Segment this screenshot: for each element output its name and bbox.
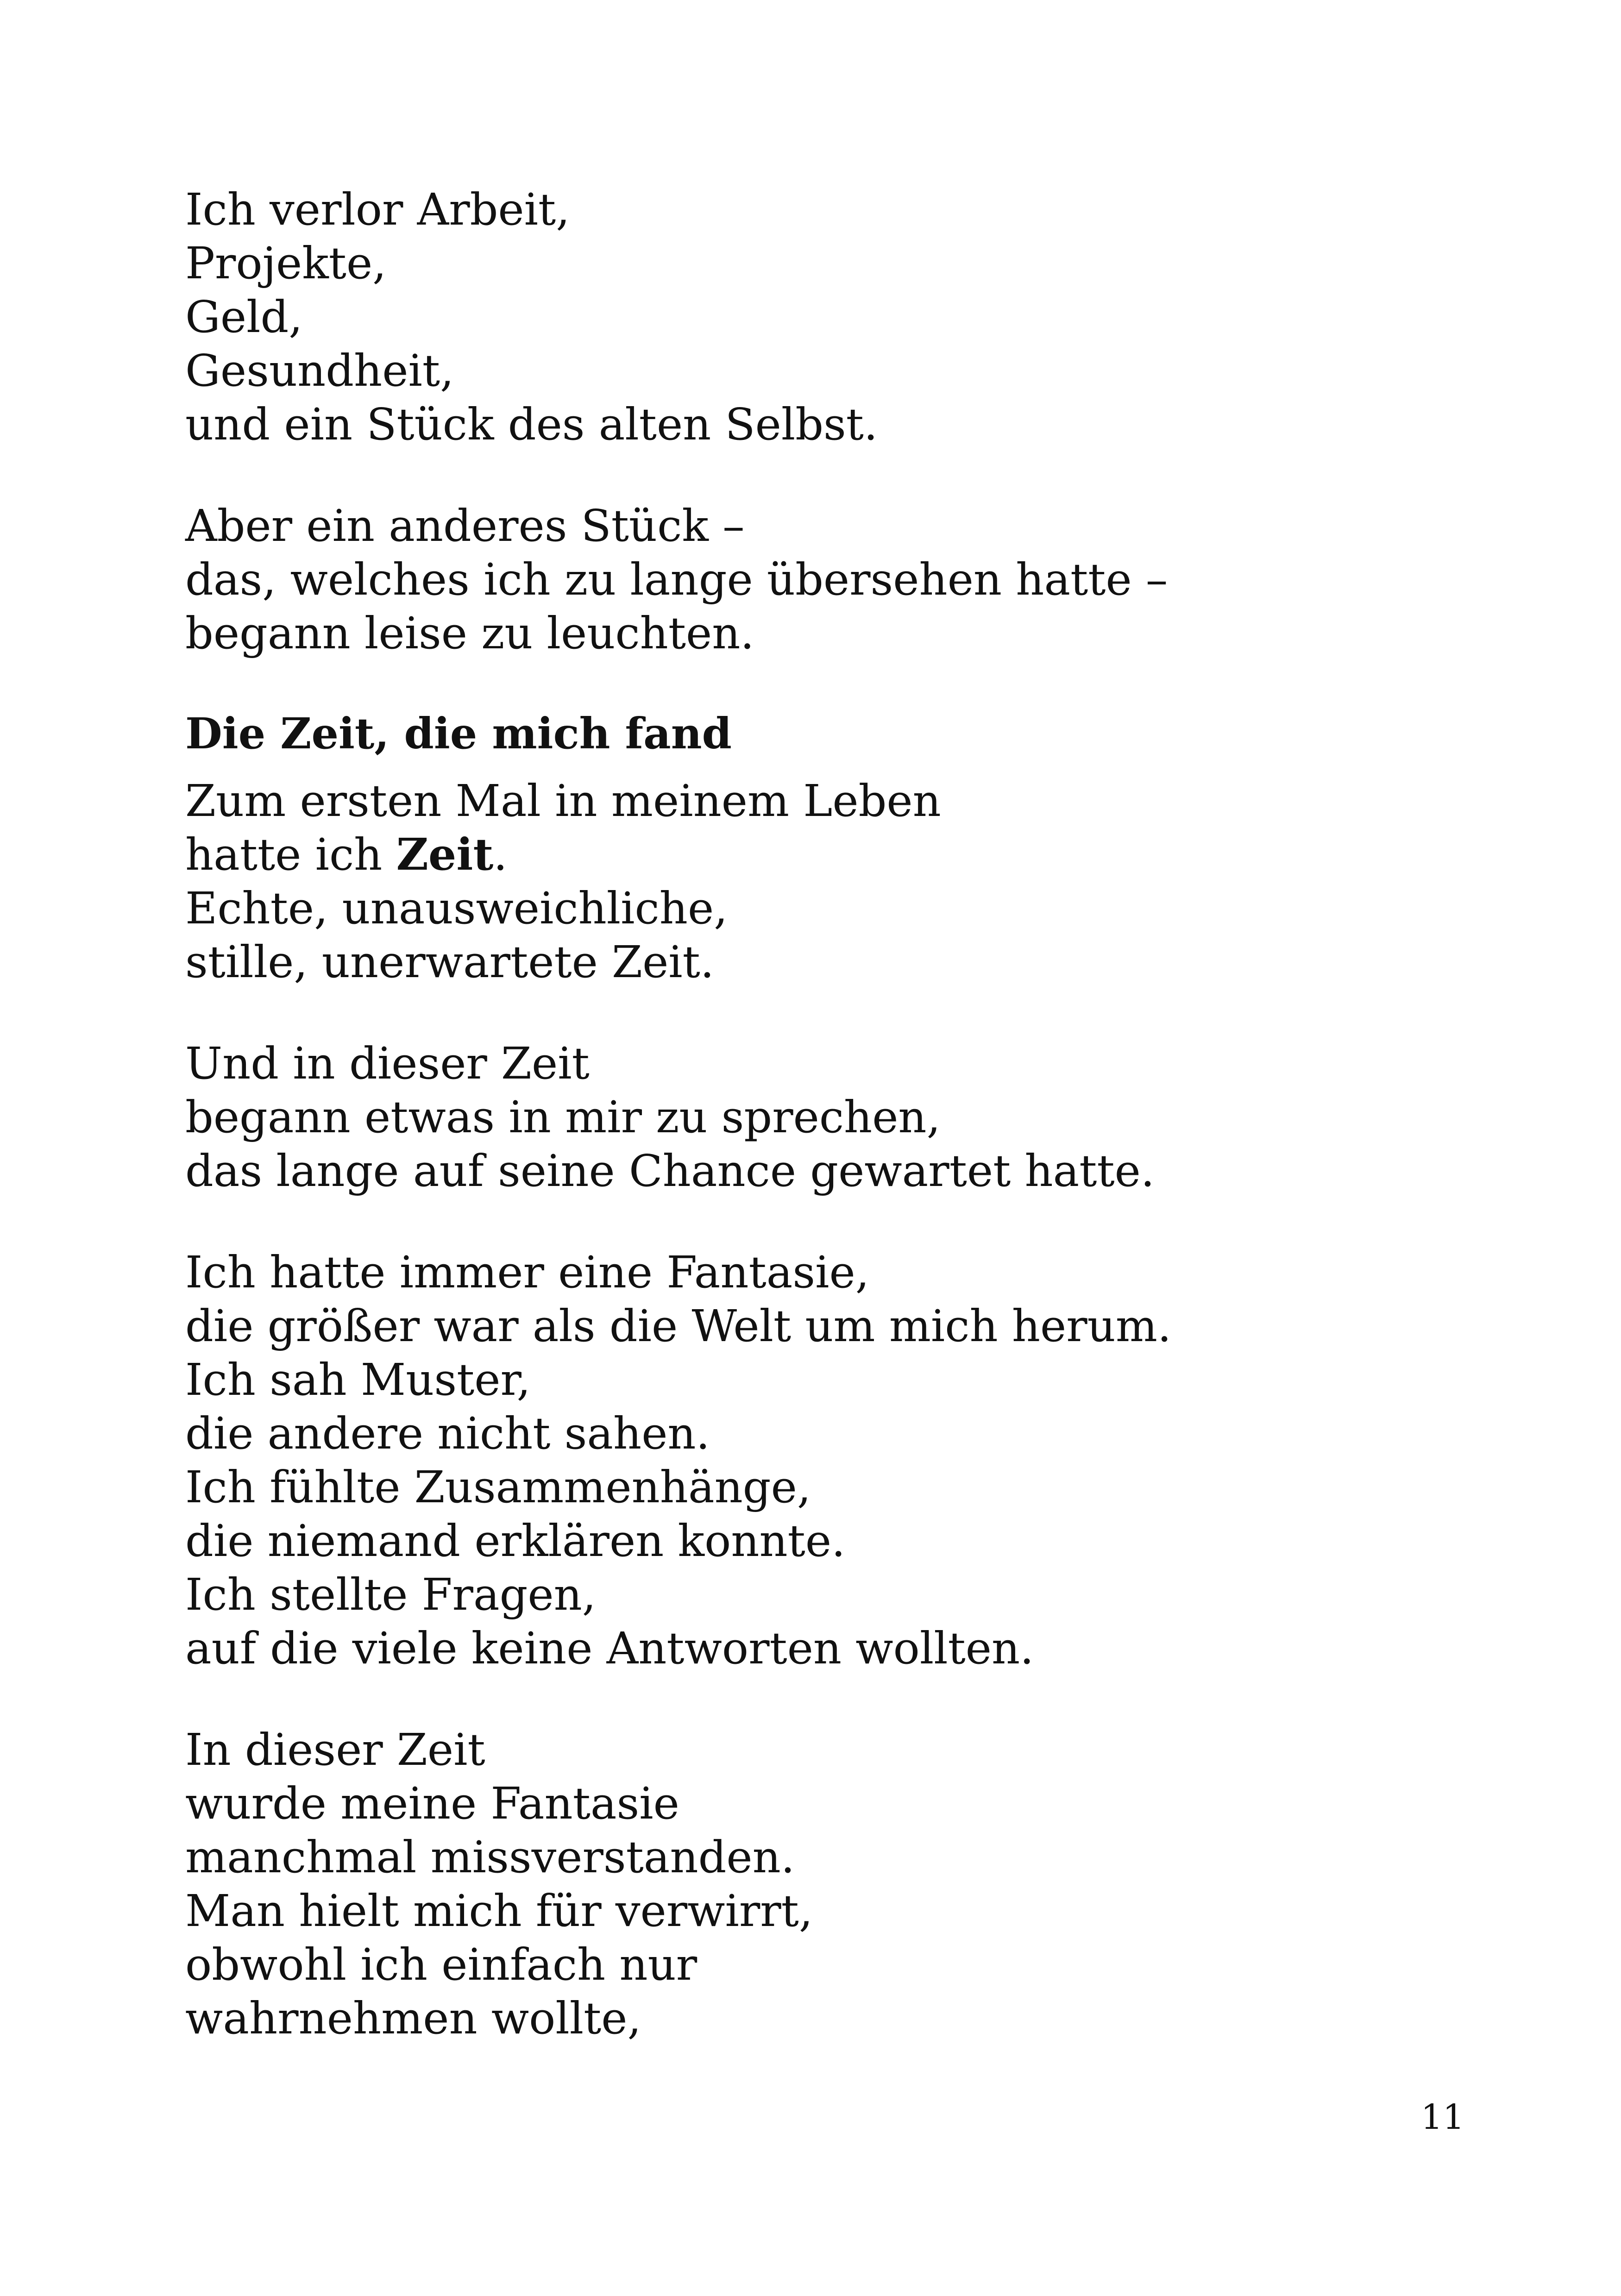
poem-line: Man hielt mich für verwirrt, — [185, 1886, 813, 1937]
poem-line — [185, 828, 1482, 882]
stanza-loss — [185, 183, 1482, 452]
stanza-misunderstood — [185, 1723, 1482, 2045]
poem-line: Und in dieser Zeit — [185, 1038, 590, 1089]
poem-line: auf die viele keine Antworten wollten. — [185, 1623, 1034, 1674]
poem-line: Echte, unausweichliche, — [185, 883, 728, 934]
emphasis-word: Zeit — [396, 829, 494, 880]
section-heading: Die Zeit, die mich fand — [185, 709, 732, 759]
poem-line: Gesundheit, — [185, 345, 454, 396]
stanza-time — [185, 774, 1482, 989]
poem-line: manchmal missverstanden. — [185, 1832, 795, 1883]
line-suffix: . — [493, 829, 508, 880]
stanza-light — [185, 499, 1482, 660]
poem-line: Ich hatte immer eine Fantasie, — [185, 1247, 869, 1298]
poem-line: Ich sah Muster, — [185, 1355, 531, 1405]
poem-line: obwohl ich einfach nur — [185, 1939, 697, 1990]
stanza-speaking — [185, 1037, 1482, 1198]
poem-line: begann etwas in mir zu sprechen, — [185, 1092, 941, 1143]
stanza-fantasy — [185, 1246, 1482, 1675]
poem-line: das, welches ich zu lange übersehen hatte – — [185, 554, 1168, 605]
poem-line: das lange auf seine Chance gewartet hatte. — [185, 1146, 1155, 1197]
poem-line: Ich stellte Fragen, — [185, 1569, 597, 1620]
poem-line: Geld, — [185, 292, 303, 343]
poem-line: Aber ein anderes Stück – — [185, 501, 745, 552]
poem-line: Zum ersten Mal in meinem Leben — [185, 776, 941, 827]
line-prefix: hatte ich — [185, 829, 396, 880]
poem-line: begann leise zu leuchten. — [185, 608, 754, 659]
poem-line: wurde meine Fantasie — [185, 1778, 679, 1829]
poem-line: Ich verlor Arbeit, — [185, 184, 570, 235]
poem-line: Projekte, — [185, 238, 387, 289]
poem-line: und ein Stück des alten Selbst. — [185, 399, 878, 450]
page-body — [185, 183, 1482, 2045]
poem-line: In dieser Zeit — [185, 1725, 485, 1775]
page-number: 11 — [1420, 2097, 1464, 2137]
poem-line: stille, unerwartete Zeit. — [185, 937, 715, 988]
poem-line: die andere nicht sahen. — [185, 1408, 710, 1459]
poem-line: die größer war als die Welt um mich herum. — [185, 1301, 1172, 1352]
poem-line: die niemand erklären konnte. — [185, 1516, 846, 1567]
poem-line: wahrnehmen wollte, — [185, 1993, 641, 2044]
poem-line: Ich fühlte Zusammenhänge, — [185, 1462, 811, 1513]
